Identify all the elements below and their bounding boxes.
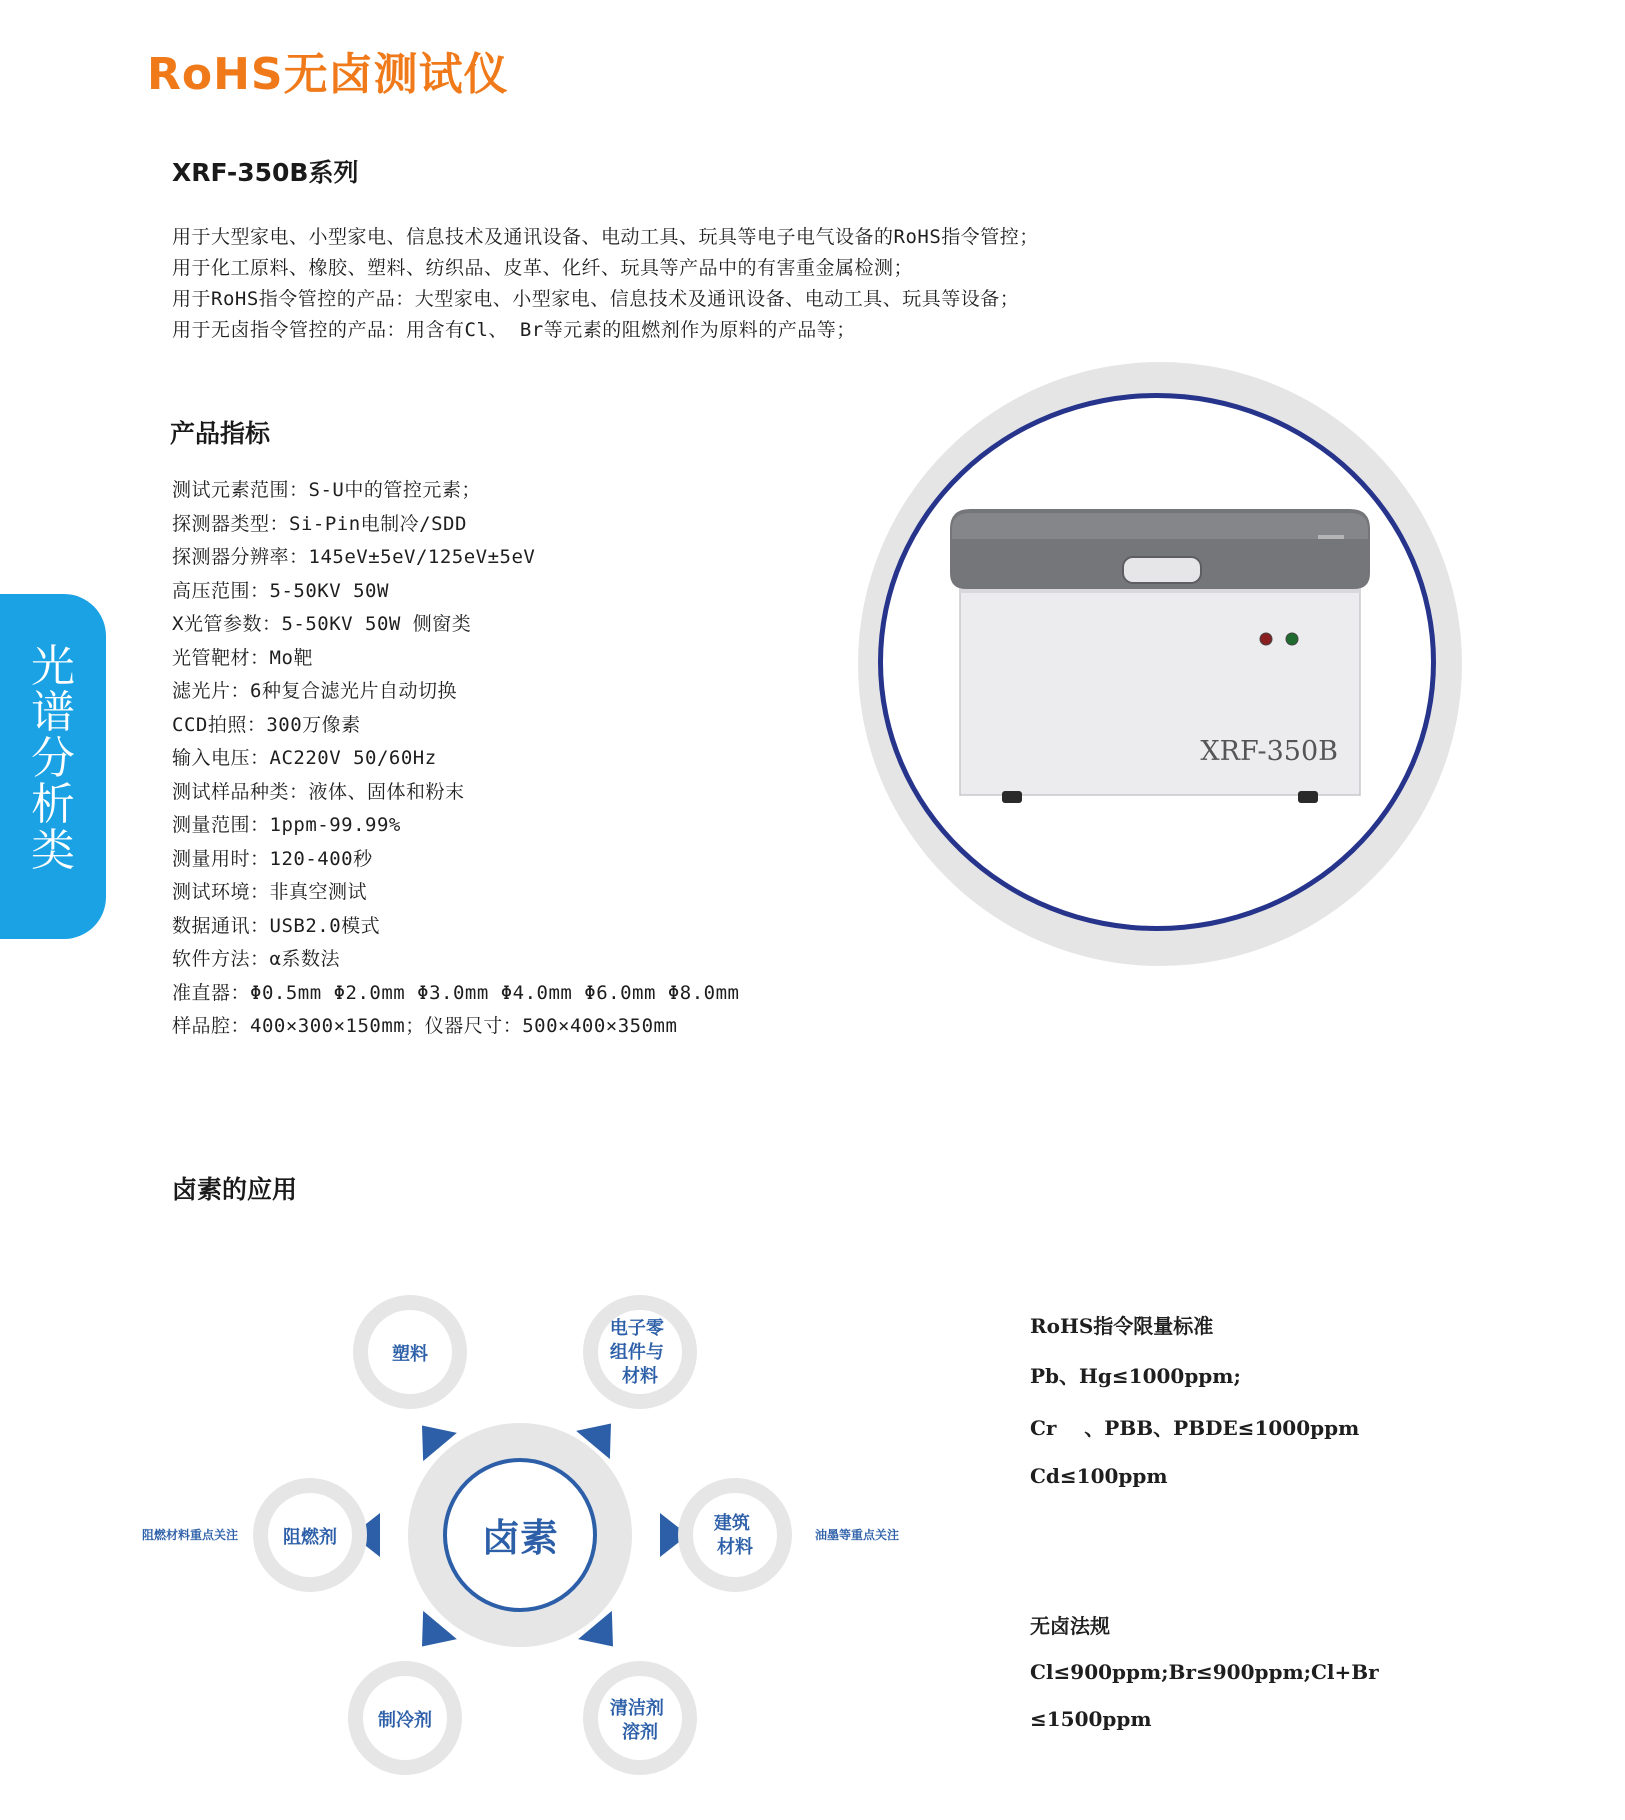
spec-item: 探测器类型：Si-Pin电制冷/SDD [172,512,467,535]
node-building-line: 建筑 [713,1513,750,1534]
halogen-free-title: 无卤法规 [1030,1614,1110,1638]
halogen-title: 卤素的应用 [172,1175,298,1204]
node-refrigerant-label: 制冷剂 [378,1710,432,1731]
intro-line: 用于大型家电、小型家电、信息技术及通讯设备、电动工具、玩具等电子电气设备的RoHS指令管控； [172,226,1039,248]
rohs-standard-block [1030,1310,1359,1488]
node-building-line: 材料 [717,1537,753,1558]
rohs-standard-title: RoHS指令限量标准 [1030,1314,1214,1338]
spec-item: 软件方法：α系数法 [172,948,340,970]
rohs-standard-line: Pb、Hg≤1000ppm; [1030,1364,1241,1388]
node-electronics-line: 组件与 [609,1342,664,1363]
halogen-application-diagram [120,1285,940,1785]
analyzer-foot [1298,791,1318,803]
green-indicator-light [1286,633,1298,645]
node-flame-retardant-label: 阻燃剂 [283,1527,337,1548]
series-title: XRF-350B系列 [172,158,359,187]
node-plastic-label: 塑料 [392,1344,428,1365]
category-side-tab[interactable] [0,594,106,939]
node-cleaner-line: 清洁剂 [609,1698,664,1719]
lid-handle [1123,557,1201,583]
analyzer-lid-highlight [952,513,1368,539]
specs-title: 产品指标 [170,419,271,448]
xrf-analyzer-image [940,505,1380,805]
spec-item: 测试样品种类：液体、固体和粉末 [172,780,465,803]
side-tab-char: 分 [31,733,75,784]
node-building [693,1493,777,1577]
side-tab-char: 光 [31,641,75,692]
spec-item: 光管靶材：Mo靶 [172,646,313,669]
spec-item: 测量用时：120-400秒 [172,847,373,870]
lid-badge [1318,535,1344,539]
intro-line: 用于化工原料、橡胶、塑料、纺织品、皮革、化纤、玩具等产品中的有害重金属检测； [172,257,914,279]
spec-item: 探测器分辨率：145eV±5eV/125eV±5eV [172,546,536,568]
left-note: 阻燃材料重点关注 [141,1528,239,1542]
spec-item: 准直器：Φ0.5mm Φ2.0mm Φ3.0mm Φ4.0mm Φ6.0mm Φ8.0mm [172,981,740,1004]
model-label: XRF-350B [1200,736,1338,767]
spec-item: 高压范围：5-50KV 50W [172,579,389,602]
spec-item: CCD拍照：300万像素 [172,713,361,736]
side-tab-char: 谱 [31,687,75,738]
spec-item: 数据通讯：USB2.0模式 [172,914,381,937]
red-indicator-light [1260,633,1272,645]
halogen-free-line: Cl≤900ppm;Br≤900ppm;Cl+Br [1030,1660,1379,1684]
spec-item: 测试环境：非真空测试 [172,881,368,903]
side-tab-char: 类 [31,825,75,876]
spec-item: 测试元素范围：S-U中的管控元素； [172,479,481,501]
intro-list [172,222,1039,346]
spec-item: 测量范围：1ppm-99.99% [172,814,401,836]
node-electronics-line: 电子零 [609,1318,664,1339]
spec-item: 输入电压：AC220V 50/60Hz [172,747,437,769]
spec-list [172,474,740,1044]
analyzer-foot [1002,791,1022,803]
node-electronics-line: 材料 [622,1366,658,1387]
side-tab-char: 析 [31,779,75,830]
spec-item: 滤光片：6种复合滤光片自动切换 [172,680,457,702]
page-title: RoHS无卤测试仪 [147,49,509,100]
rohs-standard-line: Cd≤100ppm [1030,1464,1168,1488]
intro-line: 用于RoHS指令管控的产品：大型家电、小型家电、信息技术及通讯设备、电动工具、玩具等设备； [172,288,1020,310]
spec-item: X光管参数：5-50KV 50W 侧窗类 [172,613,472,635]
right-note: 油墨等重点关注 [814,1528,900,1542]
intro-line: 用于无卤指令管控的产品：用含有Cl、 Br等元素的阻燃剂作为原料的产品等； [172,319,856,341]
side-tab-label [0,641,106,876]
rohs-standard-line: Cr 、PBB、PBDE≤1000ppm [1030,1416,1360,1440]
halogen-free-line: ≤1500ppm [1030,1707,1152,1731]
halogen-free-block [1030,1610,1379,1731]
node-cleaner-line: 溶剂 [622,1722,658,1743]
spec-item: 样品腔：400×300×150mm；仪器尺寸：500×400×350mm [172,1015,678,1037]
center-label: 卤素 [481,1516,559,1560]
